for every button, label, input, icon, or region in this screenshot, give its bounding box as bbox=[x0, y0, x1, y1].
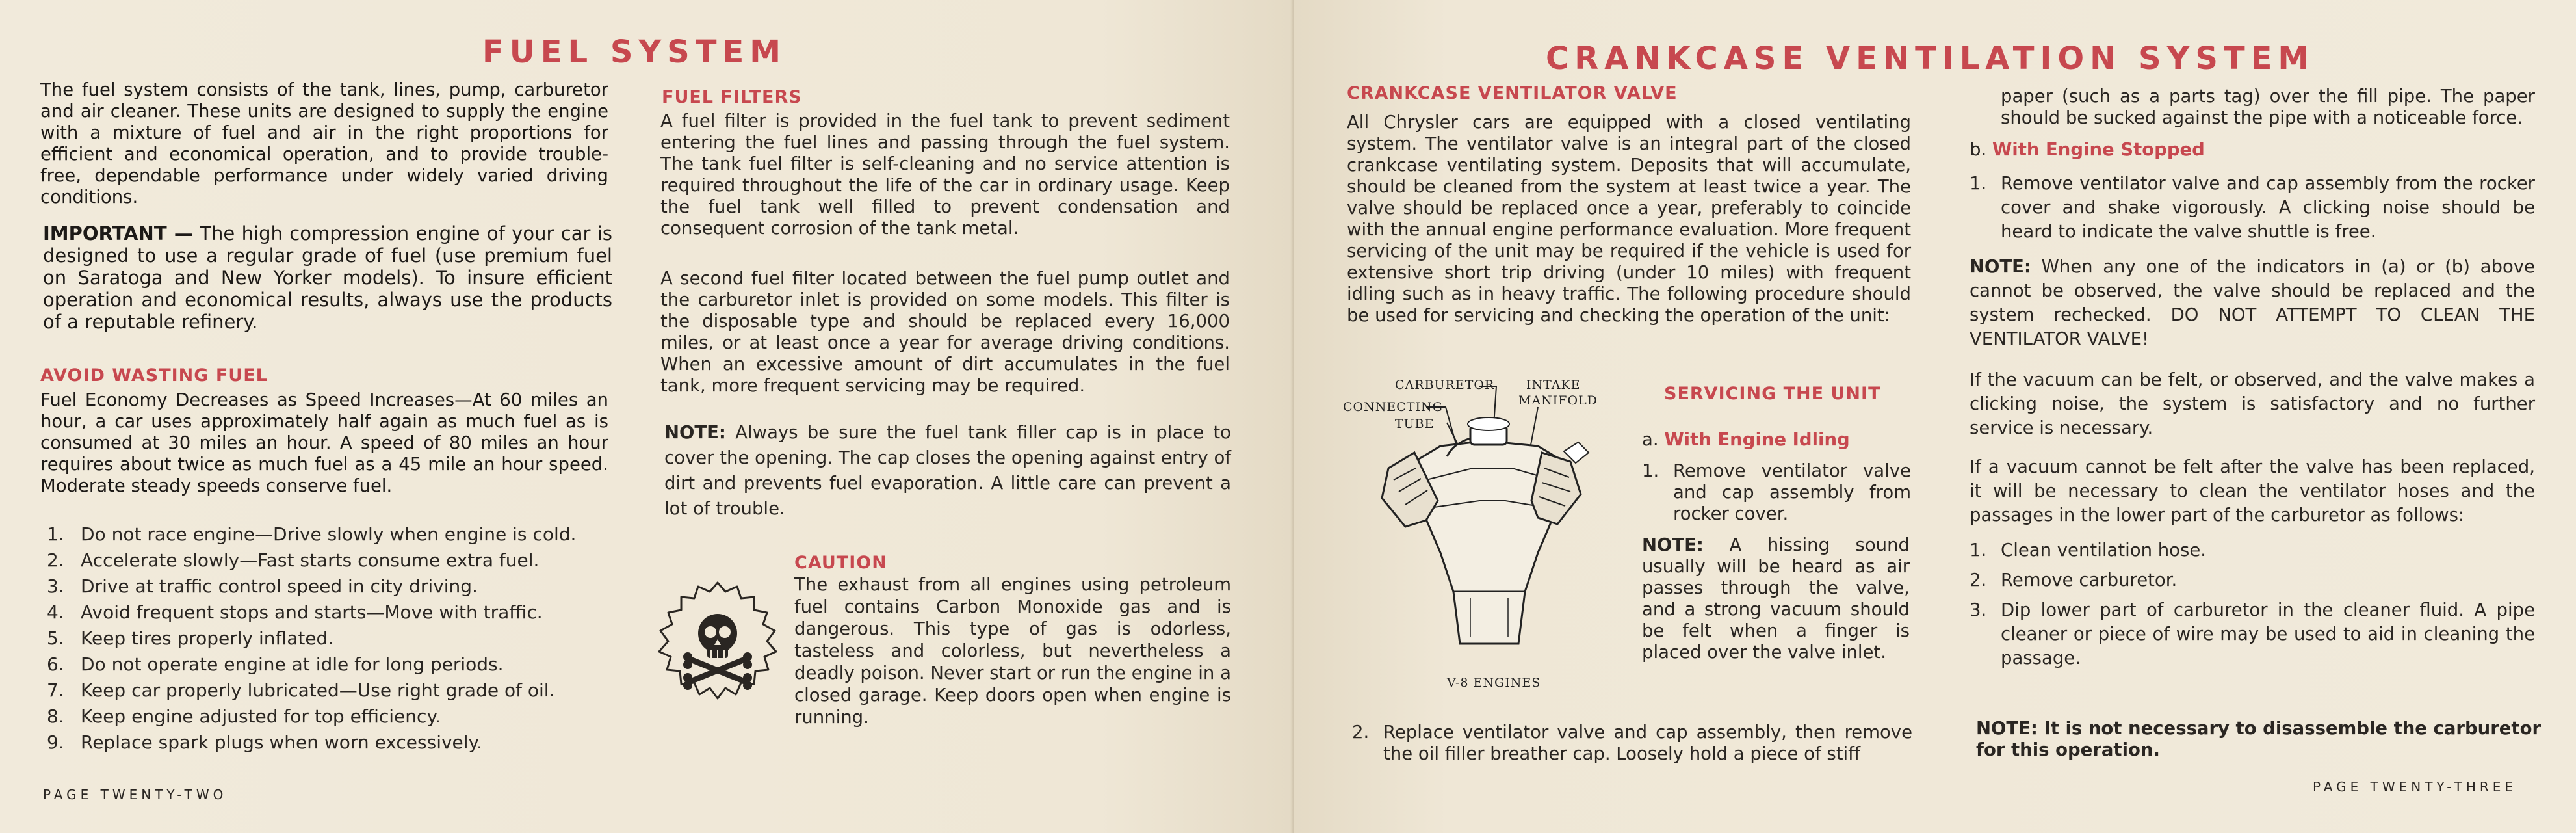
label-tube: TUBE bbox=[1395, 417, 1435, 431]
label-carburetor: CARBURETOR bbox=[1395, 378, 1495, 392]
page-title: FUEL SYSTEM bbox=[482, 34, 787, 70]
step-2: 2. Replace ventilator valve and cap assembly, then remove the oil filler breather cap. Loosely hold a piece of stiff bbox=[1352, 722, 1912, 764]
important-label: IMPORTANT — bbox=[43, 222, 193, 245]
fuel-filters-heading: FUEL FILTERS bbox=[662, 87, 802, 107]
fuel-tips-list bbox=[40, 522, 612, 756]
idling-note: NOTE: A hissing sound usually will be heard as air passes through the valve, and a strong vacuum should be felt when a finger is placed over the valve inlet. bbox=[1642, 535, 1910, 663]
list-item: 1. Do not race engine—Drive slowly when engine is cold. bbox=[47, 523, 577, 545]
engine-idling-subheading: a. With Engine Idling bbox=[1642, 429, 1850, 450]
fuel-filters-paragraph-2: A second fuel filter located between the fuel pump outlet and the carburetor inlet is provided on some models. This filter is the disposable type and should be replaced every 16,000 miles, or at least once a year for average driving conditions. When an excessive amount of dirt accumulates in the fuel tank, more frequent servicing may be required. bbox=[660, 268, 1230, 396]
final-note: NOTE: It is not necessary to disassemble the carburetor for this operation. bbox=[1976, 718, 2542, 760]
clean-step-1: 1. Clean ventilation hose. bbox=[1970, 540, 2206, 561]
engine-valve-diagram bbox=[1343, 371, 1616, 696]
vacuum-paragraph-2: If a vacuum cannot be felt after the valve has been replaced, it will be necessary to clean the ventilator hoses and the passages in the lower part of the carburetor as follows: bbox=[1970, 456, 2535, 525]
diagram-caption: V-8 ENGINES bbox=[1447, 676, 1541, 690]
list-item: 4. Avoid frequent stops and starts—Move with traffic. bbox=[47, 602, 543, 623]
vacuum-paragraph-1: If the vacuum can be felt, or observed, and the valve makes a clicking noise, the system is satisfactory and no further service is necessary. bbox=[1970, 369, 2535, 438]
fuel-filters-paragraph-1: A fuel filter is provided in the fuel tank to prevent sediment entering the fuel lines and passing through the fuel system. The tank fuel filter is self-cleaning and no service attention is required throughout the life of the car in ordinary usage. Keep the fuel tank well filled to prevent condensation and consequent corrosion of the tank metal. bbox=[660, 111, 1230, 239]
clean-step-3: 3. Dip lower part of carburetor in the cleaner fluid. A pipe cleaner or piece of wire may be used to aid in cleaning the passage. bbox=[1970, 600, 2535, 668]
v8-engine-illustration bbox=[1343, 371, 1616, 696]
label-manifold: MANIFOLD bbox=[1518, 393, 1598, 408]
servicing-heading: SERVICING THE UNIT bbox=[1664, 384, 1881, 404]
important-paragraph bbox=[43, 222, 612, 333]
important-text: The high compression engine of your car is designed to use a regular grade of fuel (use premium fuel on Saratoga and New Yorker models). To insure efficient operation and economical results, always use the products of a reputable refinery. bbox=[43, 222, 612, 333]
poison-warning-icon bbox=[653, 577, 783, 707]
list-item: 3. Drive at traffic control speed in city driving. bbox=[47, 575, 478, 597]
right-page bbox=[1294, 0, 2576, 833]
page-number: PAGE TWENTY-THREE bbox=[2313, 779, 2517, 795]
idling-step-1: 1. Remove ventilator valve and cap assembly from rocker cover. bbox=[1642, 460, 1911, 524]
page-title: CRANKCASE VENTILATION SYSTEM bbox=[1546, 40, 2315, 77]
ventilator-valve-heading: CRANKCASE VENTILATOR VALVE bbox=[1347, 83, 1678, 103]
engine-stopped-subheading: b. With Engine Stopped bbox=[1970, 139, 2205, 160]
stopped-step-1: 1. Remove ventilator valve and cap assembly from the rocker cover and shake vigorously. A clicking noise should be heard to indicate the valve shuttle is free. bbox=[1970, 173, 2535, 242]
list-item: 8. Keep engine adjusted for top efficiency. bbox=[47, 706, 441, 727]
paper-test-continuation: paper (such as a parts tag) over the fill pipe. The paper should be sucked against the pipe with a noticeable force. bbox=[2001, 86, 2535, 128]
ventilator-valve-paragraph: All Chrysler cars are equipped with a closed ventilating system. The ventilator valve is an integral part of the closed crankcase ventilating system. Deposits that will accumulate, should be cleaned from the system at least twice a year. The valve should be replaced once a year, preferably to coincide with the annual engine performance evaluation. More frequent servicing of the unit may be required if the vehicle is used for extensive short trip driving (under 10 miles) with frequent idling such as in heavy traffic. The following procedure should be used for servicing and checking the operation of the unit: bbox=[1347, 112, 1911, 326]
replace-valve-note: NOTE: When any one of the indicators in (a) or (b) above cannot be observed, the valve should be replaced and the system rechecked. DO NOT ATTEMPT TO CLEAN THE VENTILATOR VALVE! bbox=[1970, 256, 2535, 349]
label-connecting: CONNECTING bbox=[1343, 400, 1443, 414]
list-item: 5. Keep tires properly inflated. bbox=[47, 628, 334, 649]
clean-step-2: 2. Remove carburetor. bbox=[1970, 570, 2178, 590]
intro-paragraph: The fuel system consists of the tank, lines, pump, carburetor and air cleaner. These units are designed to supply the engine with a mixture of fuel and air in the right proportions for efficient and economical operation, and to provide trouble-free, dependable performance under widely varied driving conditions. bbox=[40, 79, 608, 207]
avoid-wasting-fuel-text: Fuel Economy Decreases as Speed Increases—At 60 miles an hour, a car uses approximately half again as much fuel as is consumed at 30 miles an hour. A speed of 80 miles an hour requires about twice as much fuel as a 45 mile an hour speed. Moderate steady speeds conserve fuel. bbox=[40, 390, 608, 496]
note-text: Always be sure the fuel tank filler cap is in place to cover the opening. The cap closes the opening against entry of dirt and prevents fuel evaporation. A little care can prevent a lot of trouble. bbox=[664, 422, 1231, 519]
caution-heading: CAUTION bbox=[794, 553, 887, 573]
skull-crossbones-icon bbox=[653, 577, 783, 707]
page-number: PAGE TWENTY-TWO bbox=[43, 787, 228, 802]
list-item: 2. Accelerate slowly—Fast starts consume extra fuel. bbox=[47, 549, 540, 571]
caution-text: The exhaust from all engines using petroleum fuel contains Carbon Monoxide gas and is dangerous. This type of gas is odorless, tasteless and colorless, but nevertheless a deadly poison. Never start or run the engine in a closed garage. Keep doors open when engine is running. bbox=[794, 574, 1231, 728]
list-item: 6. Do not operate engine at idle for long periods. bbox=[47, 654, 504, 675]
note-label: NOTE: bbox=[664, 422, 726, 443]
list-item: 7. Keep car properly lubricated—Use right grade of oil. bbox=[47, 680, 555, 701]
fuel-cap-note bbox=[664, 420, 1231, 522]
avoid-wasting-fuel-heading: AVOID WASTING FUEL bbox=[40, 365, 268, 386]
list-item: 9. Replace spark plugs when worn excessively. bbox=[47, 732, 483, 753]
label-intake: INTAKE bbox=[1526, 378, 1581, 392]
